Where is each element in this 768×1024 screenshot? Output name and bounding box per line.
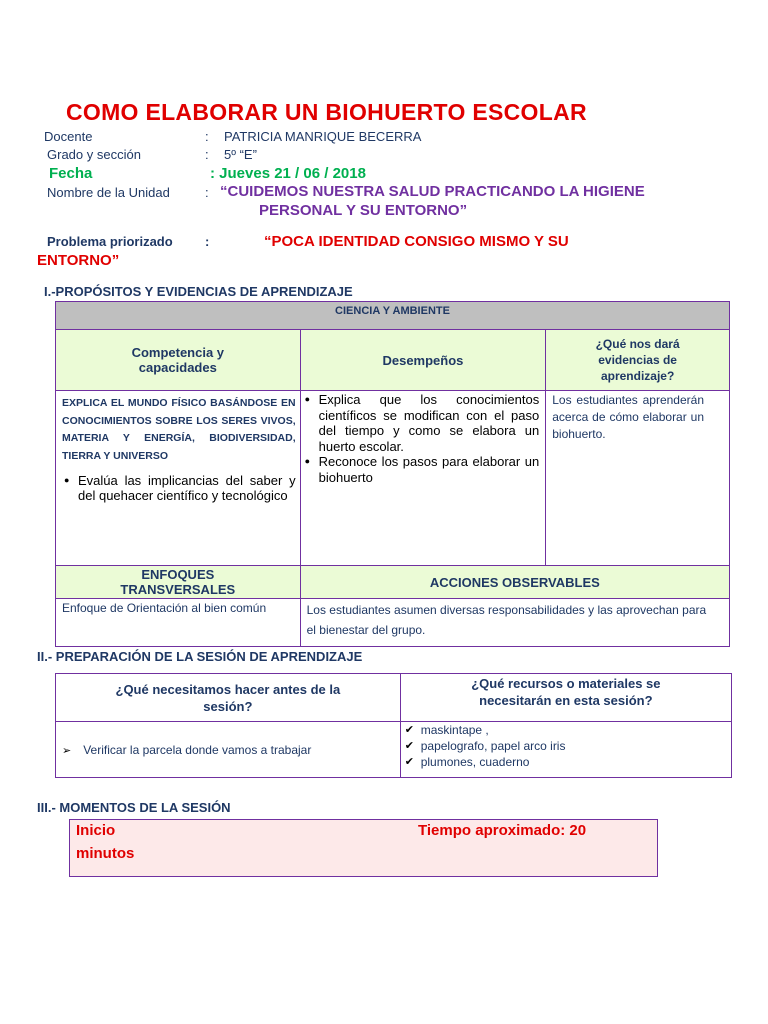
enfoque-cell xyxy=(56,599,301,647)
recursos-header-line2: necesitarán en esta sesión? xyxy=(479,693,653,708)
evidencias-header-line1: ¿Qué nos dará xyxy=(595,337,680,351)
antes-item xyxy=(62,743,400,757)
area-header xyxy=(56,302,730,330)
unidad-value-line1: “CUIDEMOS NUESTRA SALUD PRACTICANDO LA HIGIENE xyxy=(220,183,645,200)
evidencia-text: Los estudiantes aprenderán acerca de cómo elaborar un biohuerto. xyxy=(552,393,704,441)
recursos-header-line1: ¿Qué recursos o materiales se xyxy=(471,676,661,691)
accion-cell xyxy=(300,599,729,647)
material-item: ✔ maskintape , xyxy=(401,722,731,738)
materiales-cell xyxy=(400,722,731,778)
desempeno-item: ● Explica que los conocimientos científicos se modifican con el paso del tiempo y como se elabora un huerto escolar. xyxy=(303,392,540,454)
competencia-header xyxy=(56,330,301,391)
competencia-text: EXPLICA EL MUNDO FÍSICO BASÁNDOSE EN CONOCIMIENTOS SOBRE LOS SERES VIVOS, MATERIA Y ENERGÍA, BIODIVERSIDAD, TIERRA Y UNIVERSO xyxy=(62,397,296,462)
evidencias-header xyxy=(546,330,730,391)
enfoques-header xyxy=(56,566,301,599)
docente-value: PATRICIA MANRIQUE BECERRA xyxy=(224,129,422,144)
competencia-header-line2: capacidades xyxy=(138,360,217,375)
evidencia-cell xyxy=(546,391,730,566)
section3-heading: III.- MOMENTOS DE LA SESIÓN xyxy=(37,800,231,815)
problema-value-line1: “POCA IDENTIDAD CONSIGO MISMO Y SU xyxy=(264,233,569,250)
arrow-icon: ➢ xyxy=(62,744,72,757)
antes-header-line1: ¿Qué necesitamos hacer antes de la xyxy=(115,681,341,697)
accion-text: Los estudiantes asumen diversas responsabilidades y las aprovechan para el bienestar del grupo. xyxy=(306,603,707,637)
evidencias-header-line3: aprendizaje? xyxy=(600,369,675,383)
tiempo-label: Tiempo aproximado: 20 xyxy=(418,822,587,839)
capacidad-item: ● Evalúa las implicancias del saber y del quehacer científico y tecnológico xyxy=(62,473,296,503)
material-item: ✔ plumones, cuaderno xyxy=(401,754,731,770)
problema-label: Problema priorizado xyxy=(47,234,173,249)
competencia-header-line1: Competencia y xyxy=(131,345,225,360)
minutos-label: minutos xyxy=(76,845,135,862)
inicio-box xyxy=(69,819,658,877)
materiales-list xyxy=(401,722,731,770)
docente-colon: : xyxy=(205,129,209,144)
acciones-header xyxy=(300,566,729,599)
enfoques-header-line2: TRANSVERSALES xyxy=(120,582,236,597)
fecha-value: : Jueves 21 / 06 / 2018 xyxy=(210,165,366,182)
acciones-header-label: ACCIONES OBSERVABLES xyxy=(429,574,600,590)
evidencias-header-line2: evidencias de xyxy=(598,353,677,367)
problema-colon: : xyxy=(205,234,210,249)
desempenos-header-label: Desempeños xyxy=(382,352,464,368)
unidad-value-line2: PERSONAL Y SU ENTORNO” xyxy=(259,202,468,219)
desempenos-list xyxy=(303,392,540,485)
grado-label: Grado y sección xyxy=(47,147,141,162)
desempenos-header xyxy=(300,330,546,391)
enfoques-header-line1: ENFOQUES xyxy=(141,567,215,582)
capacidades-list xyxy=(62,473,296,503)
desempenos-cell xyxy=(300,391,546,566)
material-item: ✔ papelografo, papel arco iris xyxy=(401,738,731,754)
docente-label: Docente xyxy=(44,129,93,144)
purposes-table xyxy=(55,301,730,647)
antes-text: Verificar la parcela donde vamos a trabajar xyxy=(83,742,312,757)
grado-colon: : xyxy=(205,147,209,162)
problema-value-line2: ENTORNO” xyxy=(37,252,120,269)
area-label: CIENCIA Y AMBIENTE xyxy=(335,305,450,317)
inicio-label: Inicio xyxy=(76,822,116,839)
enfoque-text: Enfoque de Orientación al bien común xyxy=(62,601,267,615)
document-title: COMO ELABORAR UN BIOHUERTO ESCOLAR xyxy=(66,99,587,125)
section2-heading: II.- PREPARACIÓN DE LA SESIÓN DE APRENDIZAJE xyxy=(37,649,363,664)
fecha-label: Fecha xyxy=(49,165,93,182)
antes-header-line2: sesión? xyxy=(203,698,253,714)
competencia-cell xyxy=(56,391,301,566)
section1-heading: I.-PROPÓSITOS Y EVIDENCIAS DE APRENDIZAJE xyxy=(44,284,353,299)
preparation-table xyxy=(55,673,732,778)
grado-value: 5º “E” xyxy=(224,147,257,162)
unidad-label: Nombre de la Unidad xyxy=(47,185,170,200)
antes-header xyxy=(56,674,401,722)
recursos-header xyxy=(400,674,731,722)
unidad-colon: : xyxy=(205,185,209,200)
desempeno-item: ● Reconoce los pasos para elaborar un biohuerto xyxy=(303,454,540,485)
antes-cell xyxy=(56,722,401,778)
